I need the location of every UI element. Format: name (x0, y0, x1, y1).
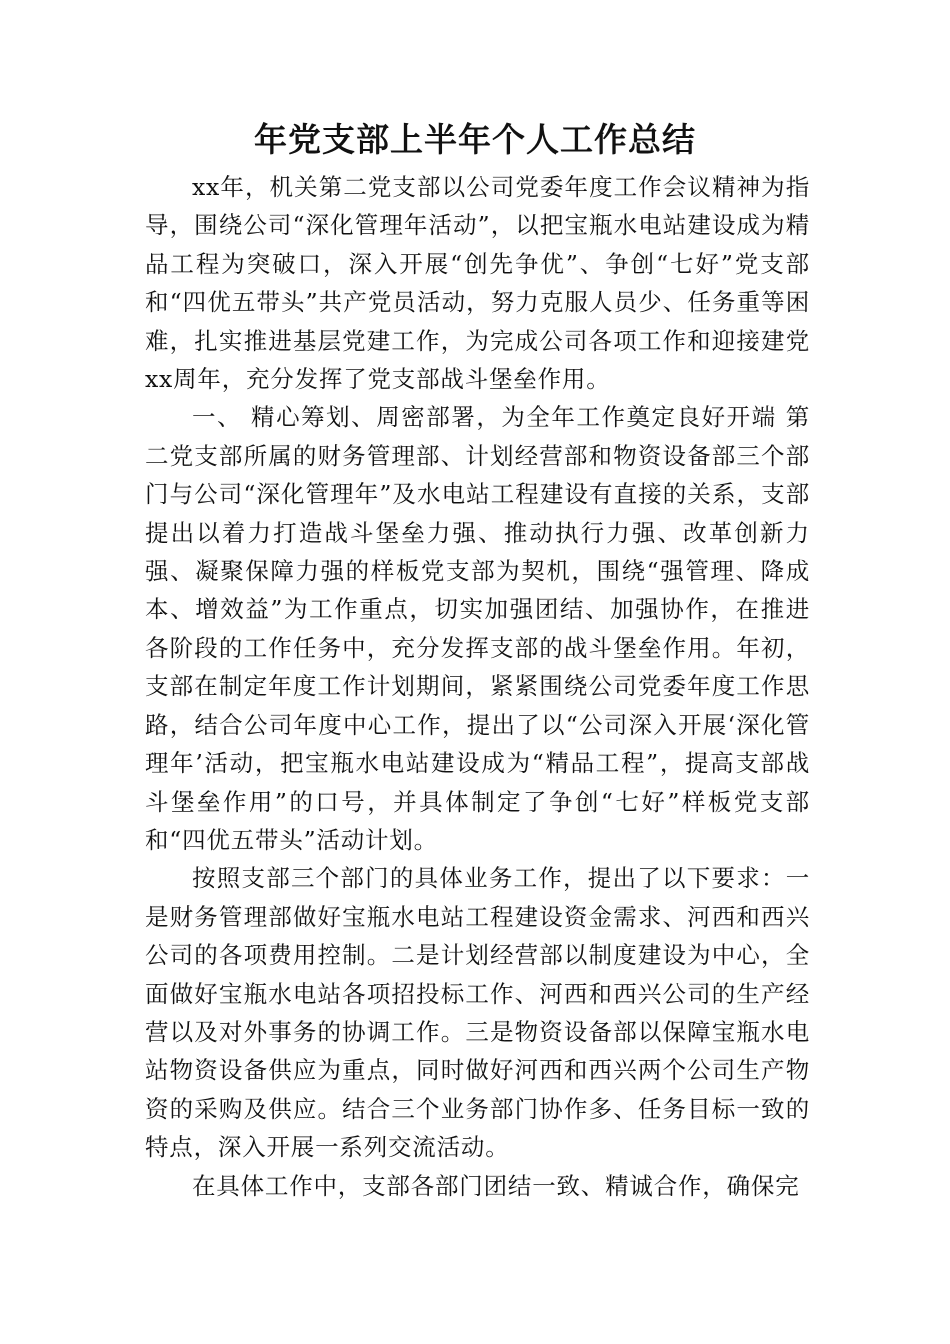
paragraph-requirements: 按照支部三个部门的具体业务工作，提出了以下要求：一是财务管理部做好宝瓶水电站工程建设资金需求、河西和西兴公司的各项费用控制。二是计划经营部以制度建设为中心，全面做好宝瓶水电站各项招投标工作、河西和西兴公司的生产经营以及对外事务的协调工作。三是物资设备部以保障宝瓶水电站物资设备供应为重点，同时做好河西和西兴两个公司生产物资的采购及供应。结合三个业务部门协作多、任务目标一致的特点，深入开展一系列交流活动。 (145, 864, 810, 1162)
document-title: 年党支部上半年个人工作总结 (254, 120, 696, 159)
paragraph-section-one: 一、 精心筹划、周密部署，为全年工作奠定良好开端 第二党支部所属的财务管理部、计划经营部和物资设备部三个部门与公司“深化管理年”及水电站工程建设有直接的关系，支部提出以着力打造战斗堡垒力强、推动执行力强、改革创新力强、凝聚保障力强的样板党支部为契机，围绕“强管理、降成本、增效益”为工作重点，切实加强团结、加强协作，在推进各阶段的工作任务中，充分发挥支部的战斗堡垒作用。年初，支部在制定年度工作计划期间，紧紧围绕公司党委年度工作思路，结合公司年度中心工作，提出了以“公司深入开展‘深化管理年’活动，把宝瓶水电站建设成为“精品工程”，提高支部战斗堡垒作用”的口号，并具体制定了争创“七好”样板党支部和“四优五带头”活动计划。 (145, 403, 810, 854)
paragraph-work: 在具体工作中，支部各部门团结一致、精诚合作，确保完 (192, 1171, 800, 1200)
document-body (145, 168, 810, 1205)
paragraph-intro: xx年，机关第二党支部以公司党委年度工作会议精神为指导，围绕公司“深化管理年活动”，以把宝瓶水电站建设成为精品工程为突破口，深入开展“创先争优”、争创“七好”党支部和“四优五带头”共产党员活动，努力克服人员少、任务重等困难，扎实推进基层党建工作，为完成公司各项工作和迎接建党xx周年，充分发挥了党支部战斗堡垒作用。 (145, 173, 810, 394)
